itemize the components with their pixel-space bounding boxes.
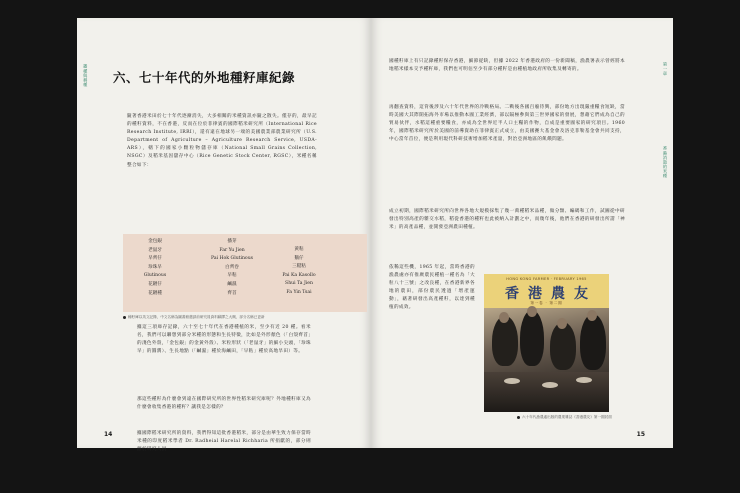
rice-column-2 [203, 238, 261, 298]
rice-name: 齊首 [227, 290, 237, 296]
rice-name: 播芽 [227, 239, 237, 244]
bullet-dot-icon [517, 416, 520, 419]
rice-name: 老鼠牙 [148, 247, 162, 253]
rice-name: Fa Yin Tsai [286, 289, 312, 295]
rice-name: 金包銀 [148, 239, 162, 244]
left-side-label: 播種與耕種 [83, 64, 89, 87]
body-paragraph: 那這些種籽為什麼會到遠在國際研究所的世界性稻米研究庫呢？外地種籽庫又為什麼會收集香港的種籽？讓我是怎樣的？ [137, 397, 311, 411]
rice-name: 花鏈種 [148, 290, 162, 296]
rice-name: 黃粘 [294, 247, 304, 252]
book-spread [77, 18, 673, 453]
section-heading: 六、七十年代的外地種籽庫紀錄 [113, 70, 296, 85]
rice-column-3 [273, 246, 325, 298]
page-number: 15 [636, 431, 645, 438]
rice-name: 白齊卷 [225, 264, 239, 270]
rice-name: 早齊仔 [148, 256, 162, 262]
rice-variety-panel [123, 234, 367, 312]
cover-english-title: HONG KONG FARMER · FEBRUARY 1965 [506, 277, 587, 281]
body-paragraph: 國種籽庫上有只記錄種籽保存香港，細節從缺，但據 2022 年香港政府的一份新聞稿，漁農署表示曾經將本地稻米樣本交予種籽庫，我們也可明估至少有部分種籽是由種植地政府所收集及轉寄的。 [389, 59, 625, 73]
bowl-icon [576, 377, 592, 383]
magazine-cover [484, 274, 609, 412]
right-side-label-top: 第一章 [663, 62, 668, 76]
caption-text: 六十年代漁農處出版的農業雜誌《香港農友》第一期封面 [522, 415, 612, 419]
rice-name: 三糙粘 [292, 264, 306, 270]
rice-name: Pai Hok Glutinous [210, 256, 254, 262]
right-page [371, 18, 673, 448]
body-paragraph: 成立初期，國際稻米研究所向世界各地大規模採集了幾一萬種稻米品種，做分類、編碼和工作，試圖從中研發出特別高產的雜交水稻，稻從香港的種籽也此被納入計劃之中，而幾年後，他們在香港的研發出所謂「神米」的高產品種，並開發亞洲農田種植。 [389, 209, 625, 231]
page-number: 14 [104, 431, 113, 438]
farmer-figure [550, 322, 576, 370]
right-side-label-bottom: 香港消逝的米種 [663, 146, 668, 179]
intro-paragraph: 隨著香港米田於七十年代逐漸消失，大多相關的米種資訊亦隨之散失。僅存的，最早記的種籽資料，不在香港，反而在位於菲律賓的國際稻米研究所（International Rice Research Institute, IRRI），還有遠在地球另一端的美國農業部農業研究所（U.S. Department of Agriculture – Agriculture Research Service, USDA-ARS），轄下的國家小顆粒物儲存庫（National Small Grains Collection, NSGC）及稻米基因儲存中心（Rice Genetic Stock Center, RGSC），米種名稱整合如下： [127, 114, 317, 168]
body-paragraph: 據這三項庫存記錄，六十至七十年代在香港種植的米，至少有近 20 種。看米名，我們可以聯想到部分米種的形態和生長特徵，比如是外形顏色（「白殼齊首」的淺色外殼，「金包銀」的金黃外殼）、米粒形狀（「老鼠牙」的細小尖頭，「珍珠早」的圓潤）、生長地點（「鹹濕」種於海鹹田，「早粘」種於高地旱田）等。 [137, 325, 311, 355]
body-paragraph: 再翻查資料，這背後涉及六十年代世界的冷戰格局。二戰後各國百廢待興，部份地方出現嚴重糧食短缺，當時美國大其際開拓海外市場以推動本國工業經濟，部以隔極參與第三世界國家的發展，想藉它們成為自己的貿易伙伴，水稻這種重要糧食，亦成為全世界近半人口主糧的作物，自成是重要國家的研究項目。1960 年，國際稻米研究所於美國的前導資助在菲律賓正式成立，由美國賽大基金會及洛克菲勒基金會共同支持，中心當年首位，便是利用現代科研技術增加稻米產量，對治亞洲地區的飢餓問題。 [389, 105, 625, 143]
rice-name: 鹹濕 [227, 281, 237, 287]
rice-name: 早粘 [227, 273, 237, 279]
farmer-head [587, 310, 597, 321]
rice-name: 鵝仔 [294, 255, 304, 261]
bullet-dot-icon [123, 316, 126, 319]
caption-text: 種籽庫以英文記錄，中文名稱為圖書館邀請前研究員資料翻譯之大概，部分名稱已更新 [128, 315, 265, 319]
body-paragraph: 依稀這些機，1965 年起，當時香港的漁農處亦有推廣農民種植一種名為「大粒八十三號」之改良種，在香港新界各地的農田，部份農民透過「增產運動」，藉著研發出高產種籽，以達到種植的成效。 [389, 265, 475, 311]
body-paragraph: 據國際稻米研究所的資料，我們得知這批香港稻米，部分是由華生致力保存當時米種的印度稻米學者 Dr. Radheial Harelal Richharia 所捐獻的，部分則源於研究人員 [137, 431, 311, 453]
farmer-figure [520, 310, 544, 366]
rice-name: 花鏈仔 [148, 281, 162, 287]
cover-title: 香港農友 [505, 286, 597, 302]
cover-photo [484, 308, 609, 412]
rice-panel-caption [123, 315, 265, 320]
farmer-head [527, 306, 537, 317]
farmer-head [557, 318, 567, 329]
rice-name: Pai Ka Kasollo [282, 272, 316, 278]
rice-name: Shui Ta Jien [285, 281, 313, 287]
bowl-icon [504, 378, 520, 384]
cover-subtitle: 第一卷 · 第二期 [530, 301, 563, 305]
cover-caption [517, 415, 612, 420]
rice-name: Far Yu Jien [219, 247, 245, 253]
rice-column-1 [133, 238, 177, 298]
rice-name: 珍珠早 [148, 264, 162, 270]
farmer-figure [492, 316, 518, 366]
farmer-figure [580, 314, 606, 370]
bowl-icon [542, 382, 558, 388]
farmer-head [499, 312, 509, 323]
left-page [77, 18, 371, 453]
rice-name: Glutinous [143, 273, 167, 279]
